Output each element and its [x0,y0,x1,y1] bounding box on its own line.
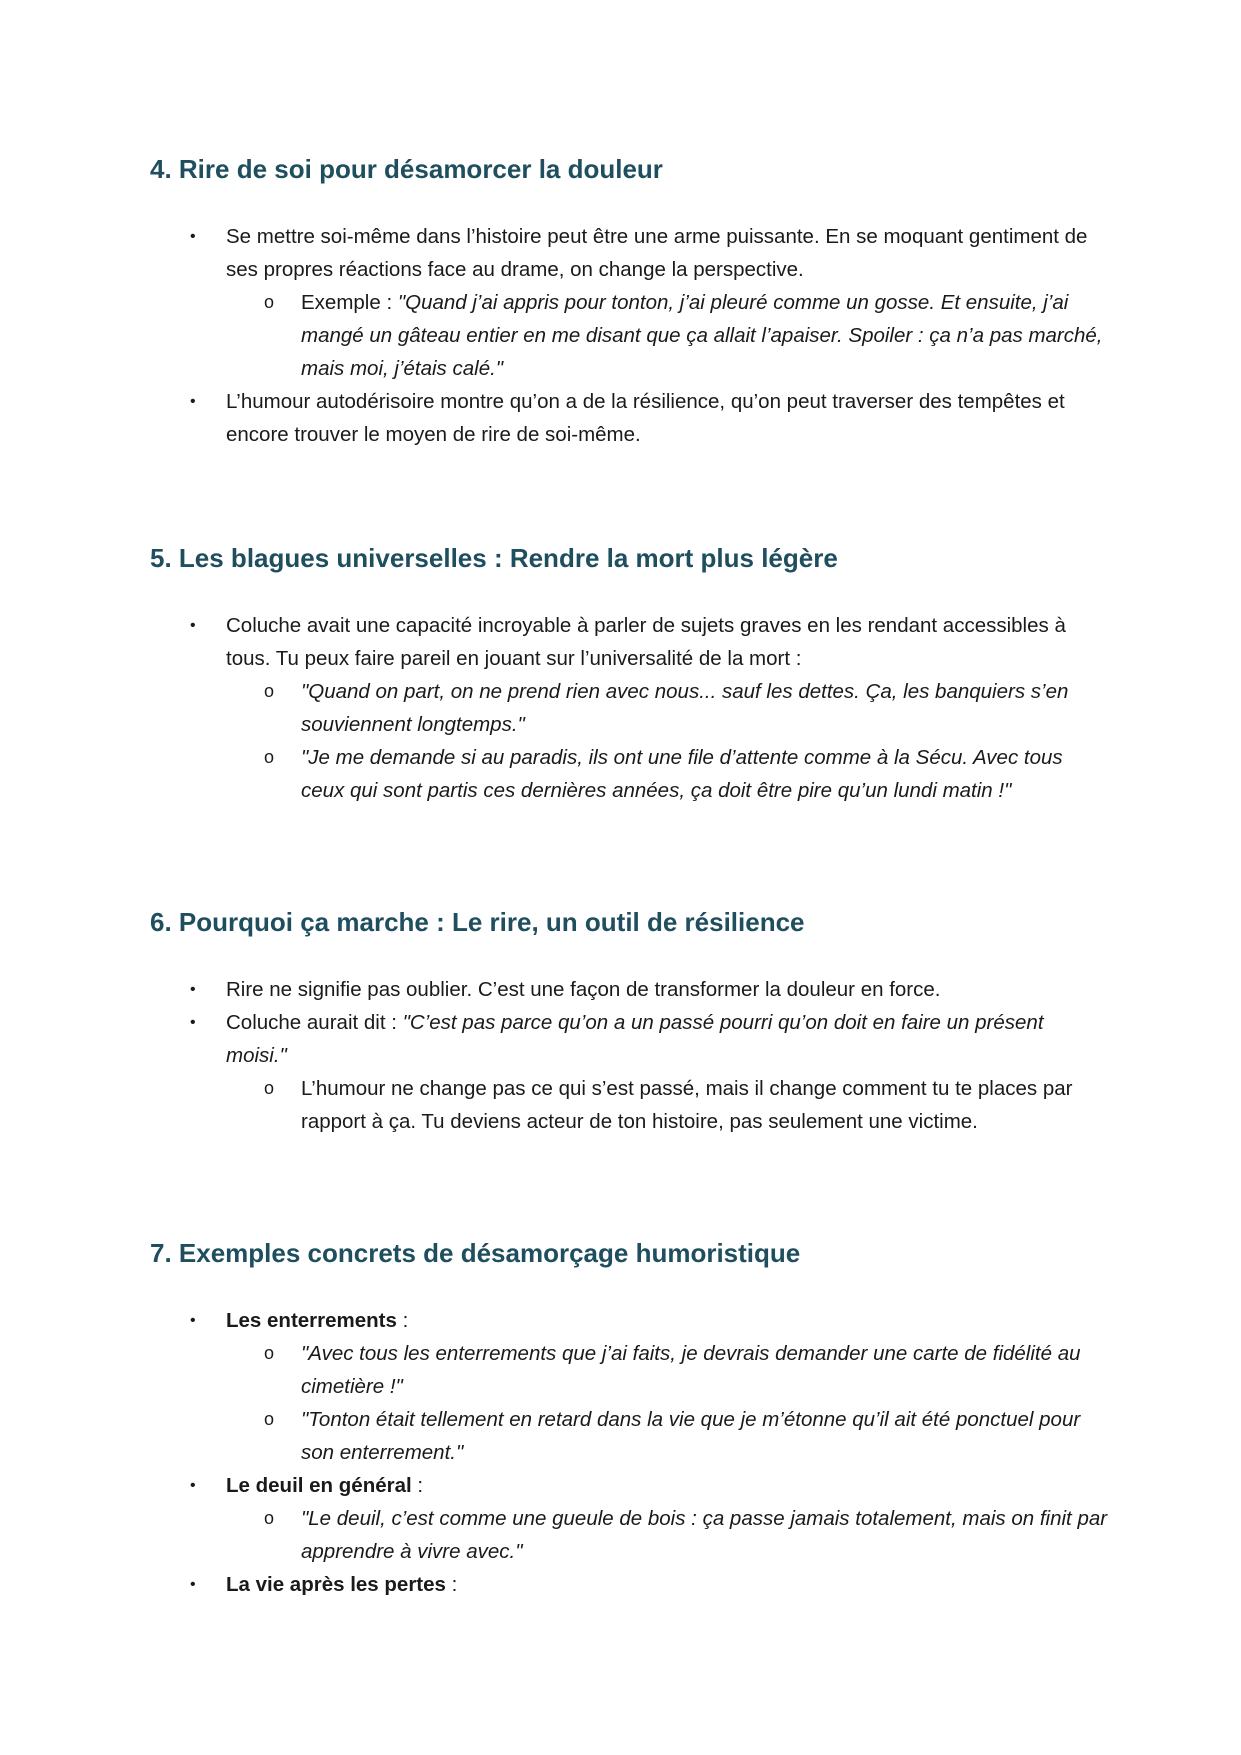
sub-list-item [150,741,1110,807]
quote-text: "Avec tous les enterrements que j’ai faits, je devrais demander une carte de fidélité au cimetière !" [301,1342,1081,1398]
list-item [150,1006,1110,1138]
sub-list-item [150,1502,1110,1568]
item-text: L’humour autodérisoire montre qu’on a de la résilience, qu’on peut traverser des tempêtes et encore trouver le moyen de rire de soi-même. [226,390,1065,446]
sub-list-item [150,675,1110,741]
item-text: Coluche avait une capacité incroyable à parler de sujets graves en les rendant accessibles à tous. Tu peux faire pareil en jouant sur l’universalité de la mort : [226,614,1066,670]
sub-bullet-icon: o [264,1409,275,1429]
item-prefix: Coluche aurait dit : [226,1011,403,1034]
bullet-icon: • [190,617,196,634]
item-suffix: : [411,1474,424,1497]
section-5 [150,541,1110,807]
bullet-icon: • [190,981,196,998]
sub-list-item [150,1337,1110,1403]
sub-list [150,1502,1110,1568]
bullet-icon: • [190,393,196,410]
quote-text: "Quand on part, on ne prend rien avec nous... sauf les dettes. Ça, les banquiers s’en souviennent longtemps." [301,680,1069,736]
section-heading: 7. Exemples concrets de désamorçage humoristique [150,1238,801,1268]
item-suffix: : [445,1573,458,1596]
sub-bullet-icon: o [264,292,275,312]
bullet-list [150,973,1110,1138]
sub-bullet-icon: o [264,747,275,767]
item-text: Rire ne signifie pas oublier. C’est une façon de transformer la douleur en force. [226,978,941,1001]
bullet-icon: • [190,1312,196,1329]
sub-bullet-icon: o [264,1343,275,1363]
sub-list [150,286,1110,385]
bullet-list [150,220,1110,451]
sub-list [150,1072,1110,1138]
item-text: Se mettre soi-même dans l’histoire peut être une arme puissante. En se moquant gentiment de ses propres réactions face au drame, on change la perspective. [226,225,1088,281]
list-item [150,609,1110,807]
sub-list [150,675,1110,807]
section-4 [150,152,1110,451]
list-item [150,385,1110,451]
quote-text: "C’est pas parce qu’on a un passé pourri qu’on doit en faire un présent moisi." [226,1011,1044,1067]
bullet-icon: • [190,228,196,245]
item-label: Les enterrements [226,1309,397,1332]
sub-list-item [150,286,1110,385]
list-item [150,973,1110,1006]
section-6 [150,905,1110,1138]
bullet-icon: • [190,1477,196,1494]
section-heading: 6. Pourquoi ça marche : Le rire, un outil de résilience [150,907,805,937]
list-item [150,1568,1110,1601]
item-text: L’humour ne change pas ce qui s’est passé, mais il change comment tu te places par rapport à ça. Tu deviens acteur de ton histoire, pas seulement une victime. [301,1077,1073,1133]
quote-text: "Je me demande si au paradis, ils ont une file d’attente comme à la Sécu. Avec tous ceux qui sont partis ces dernières années, ça doit être pire qu’un lundi matin !" [301,746,1063,802]
section-heading: 4. Rire de soi pour désamorcer la douleur [150,154,663,184]
list-item [150,220,1110,385]
bullet-icon: • [190,1576,196,1593]
list-item [150,1304,1110,1469]
sub-bullet-icon: o [264,681,275,701]
sub-bullet-icon: o [264,1508,275,1528]
sub-list-item [150,1403,1110,1469]
item-label: Le deuil en général [226,1474,412,1497]
sub-bullet-icon: o [264,1078,275,1098]
section-7 [150,1236,1110,1601]
sub-list-item [150,1072,1110,1138]
bullet-list [150,609,1110,807]
item-suffix: : [396,1309,409,1332]
quote-text: "Tonton était tellement en retard dans la vie que je m’étonne qu’il ait été ponctuel pour son enterrement." [301,1408,1081,1464]
bullet-icon: • [190,1014,196,1031]
item-prefix: Exemple : [301,291,398,314]
list-item [150,1469,1110,1568]
sub-list [150,1337,1110,1469]
quote-text: "Le deuil, c’est comme une gueule de bois : ça passe jamais totalement, mais on finit par apprendre à vivre avec." [301,1507,1108,1563]
section-heading: 5. Les blagues universelles : Rendre la mort plus légère [150,543,838,573]
bullet-list [150,1304,1110,1601]
item-label: La vie après les pertes [226,1573,446,1596]
quote-text: "Quand j’ai appris pour tonton, j’ai pleuré comme un gosse. Et ensuite, j’ai mangé un gâteau entier en me disant que ça allait l’apaiser. Spoiler : ça n’a pas marché, mais moi, j’étais calé." [301,291,1103,380]
